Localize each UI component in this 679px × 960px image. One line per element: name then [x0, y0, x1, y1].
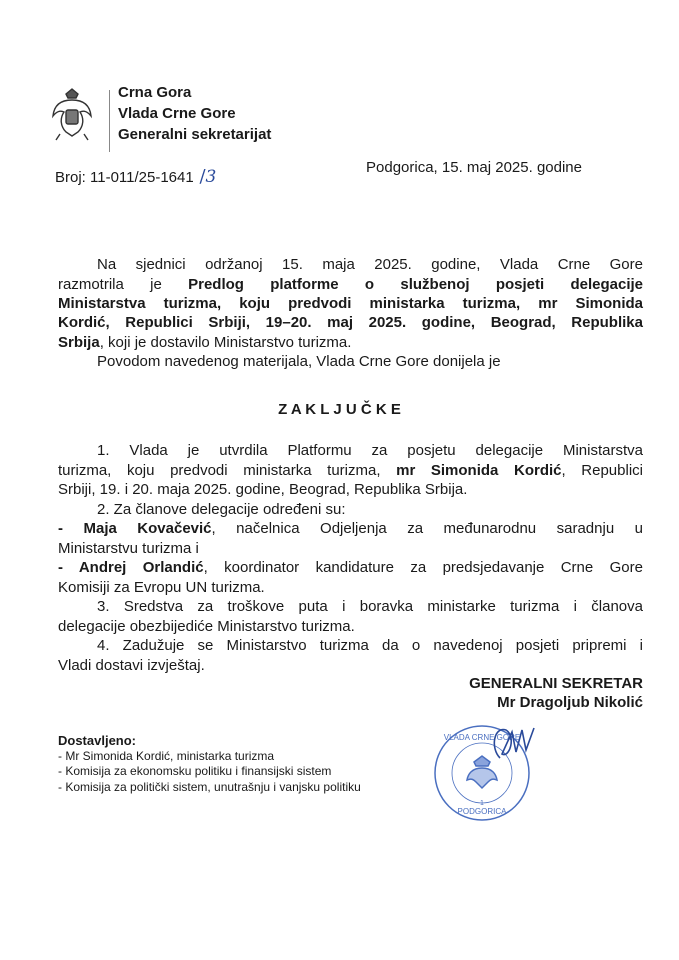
body-line	[58, 579, 643, 597]
text: delegacije obezbijediće Ministarstvo turizma.	[58, 618, 355, 635]
text: Povodom navedenog materijala, Vlada Crne Gore donijela je	[97, 353, 501, 370]
body-line	[58, 462, 643, 480]
bold-text: - Andrej Orlandić	[58, 559, 204, 576]
distribution-title: Dostavljeno:	[58, 733, 137, 748]
place-date: Podgorica, 15. maj 2025. godine	[366, 159, 582, 176]
stamp-top-text: VLADA CRNE GORE	[443, 733, 521, 742]
distribution-item: - Mr Simonida Kordić, ministarka turizma	[58, 749, 275, 763]
official-stamp	[430, 718, 540, 828]
distribution-item: - Komisija za ekonomsku politiku i finansijski sistem	[58, 764, 332, 778]
text: Komisiji za Evropu UN turizma.	[58, 579, 265, 596]
header-government: Vlada Crne Gore	[118, 105, 236, 122]
text: , Republici	[561, 462, 643, 479]
text: Vladi dostavi izvještaj.	[58, 657, 205, 674]
conclusions-title: Z A K L J U Č K E	[278, 401, 401, 418]
bold-text: - Maja Kovačević	[58, 520, 212, 537]
body-line	[97, 442, 643, 460]
text: Ministarstvu turizma i	[58, 540, 199, 557]
body-line	[58, 540, 643, 558]
reference-number: Broj: 11-011/25-1641 /3	[55, 166, 217, 187]
text: , koordinator kandidature za predsjedavanje Crne Gore	[203, 559, 643, 576]
body-line	[97, 637, 643, 655]
body-line	[58, 481, 643, 499]
body-line	[97, 598, 643, 616]
text: Srbiji, 19. i 20. maja 2025. godine, Beograd, Republika Srbija.	[58, 481, 468, 498]
stamp-bottom-text: PODGORICA	[457, 807, 507, 816]
bold-text: mr Simonida Kordić	[396, 462, 562, 479]
text: razmotrila je	[58, 276, 189, 293]
coat-of-arms-icon	[50, 86, 94, 142]
stamp-number: 1	[480, 800, 484, 807]
bold-text: Srbija	[58, 334, 100, 351]
bold-text: Ministarstva turizma, koju predvodi ministarka turizma, mr Simonida	[58, 295, 643, 312]
header-country: Crna Gora	[118, 84, 192, 101]
text: , načelnica Odjeljenja za međunarodnu saradnju u	[211, 520, 643, 537]
body-line	[58, 520, 643, 538]
text: , koji je dostavilo Ministarstvo turizma.	[99, 334, 352, 351]
body-line	[58, 314, 643, 332]
body-line	[97, 501, 643, 519]
body-line	[58, 334, 643, 352]
body-line	[58, 618, 643, 636]
body-line	[58, 295, 643, 313]
body-line	[97, 353, 643, 371]
signature-title: GENERALNI SEKRETAR	[469, 675, 643, 692]
header-secretariat: Generalni sekretarijat	[118, 126, 272, 143]
body-line	[58, 559, 643, 577]
text: Na sjednici održanoj 15. maja 2025. godine, Vlada Crne Gore	[97, 256, 643, 273]
signature-name: Mr Dragoljub Nikolić	[497, 694, 643, 711]
text: 3. Sredstva za troškove puta i boravka ministarke turizma i članova	[97, 598, 643, 615]
body-line	[58, 276, 643, 294]
text: turizma, koju predvodi ministarka turizma,	[58, 462, 397, 479]
header-divider	[109, 90, 110, 152]
text: 2. Za članove delegacije određeni su:	[97, 501, 346, 518]
body-line	[58, 657, 643, 675]
text: 4. Zadužuje se Ministarstvo turizma da o navedenoj posjeti pripremi i	[97, 637, 643, 654]
distribution-item: - Komisija za politički sistem, unutrašnju i vanjsku politiku	[58, 780, 361, 794]
bold-text: Predlog platforme o službenoj posjeti delegacije	[188, 276, 644, 293]
handwritten-number: 3	[205, 167, 217, 187]
bold-text: Kordić, Republici Srbiji, 19–20. maj 2025. godine, Beograd, Republika	[58, 314, 643, 331]
body-line	[97, 256, 643, 274]
text: 1. Vlada je utvrdila Platformu za posjetu delegacije Ministarstva	[97, 442, 643, 459]
